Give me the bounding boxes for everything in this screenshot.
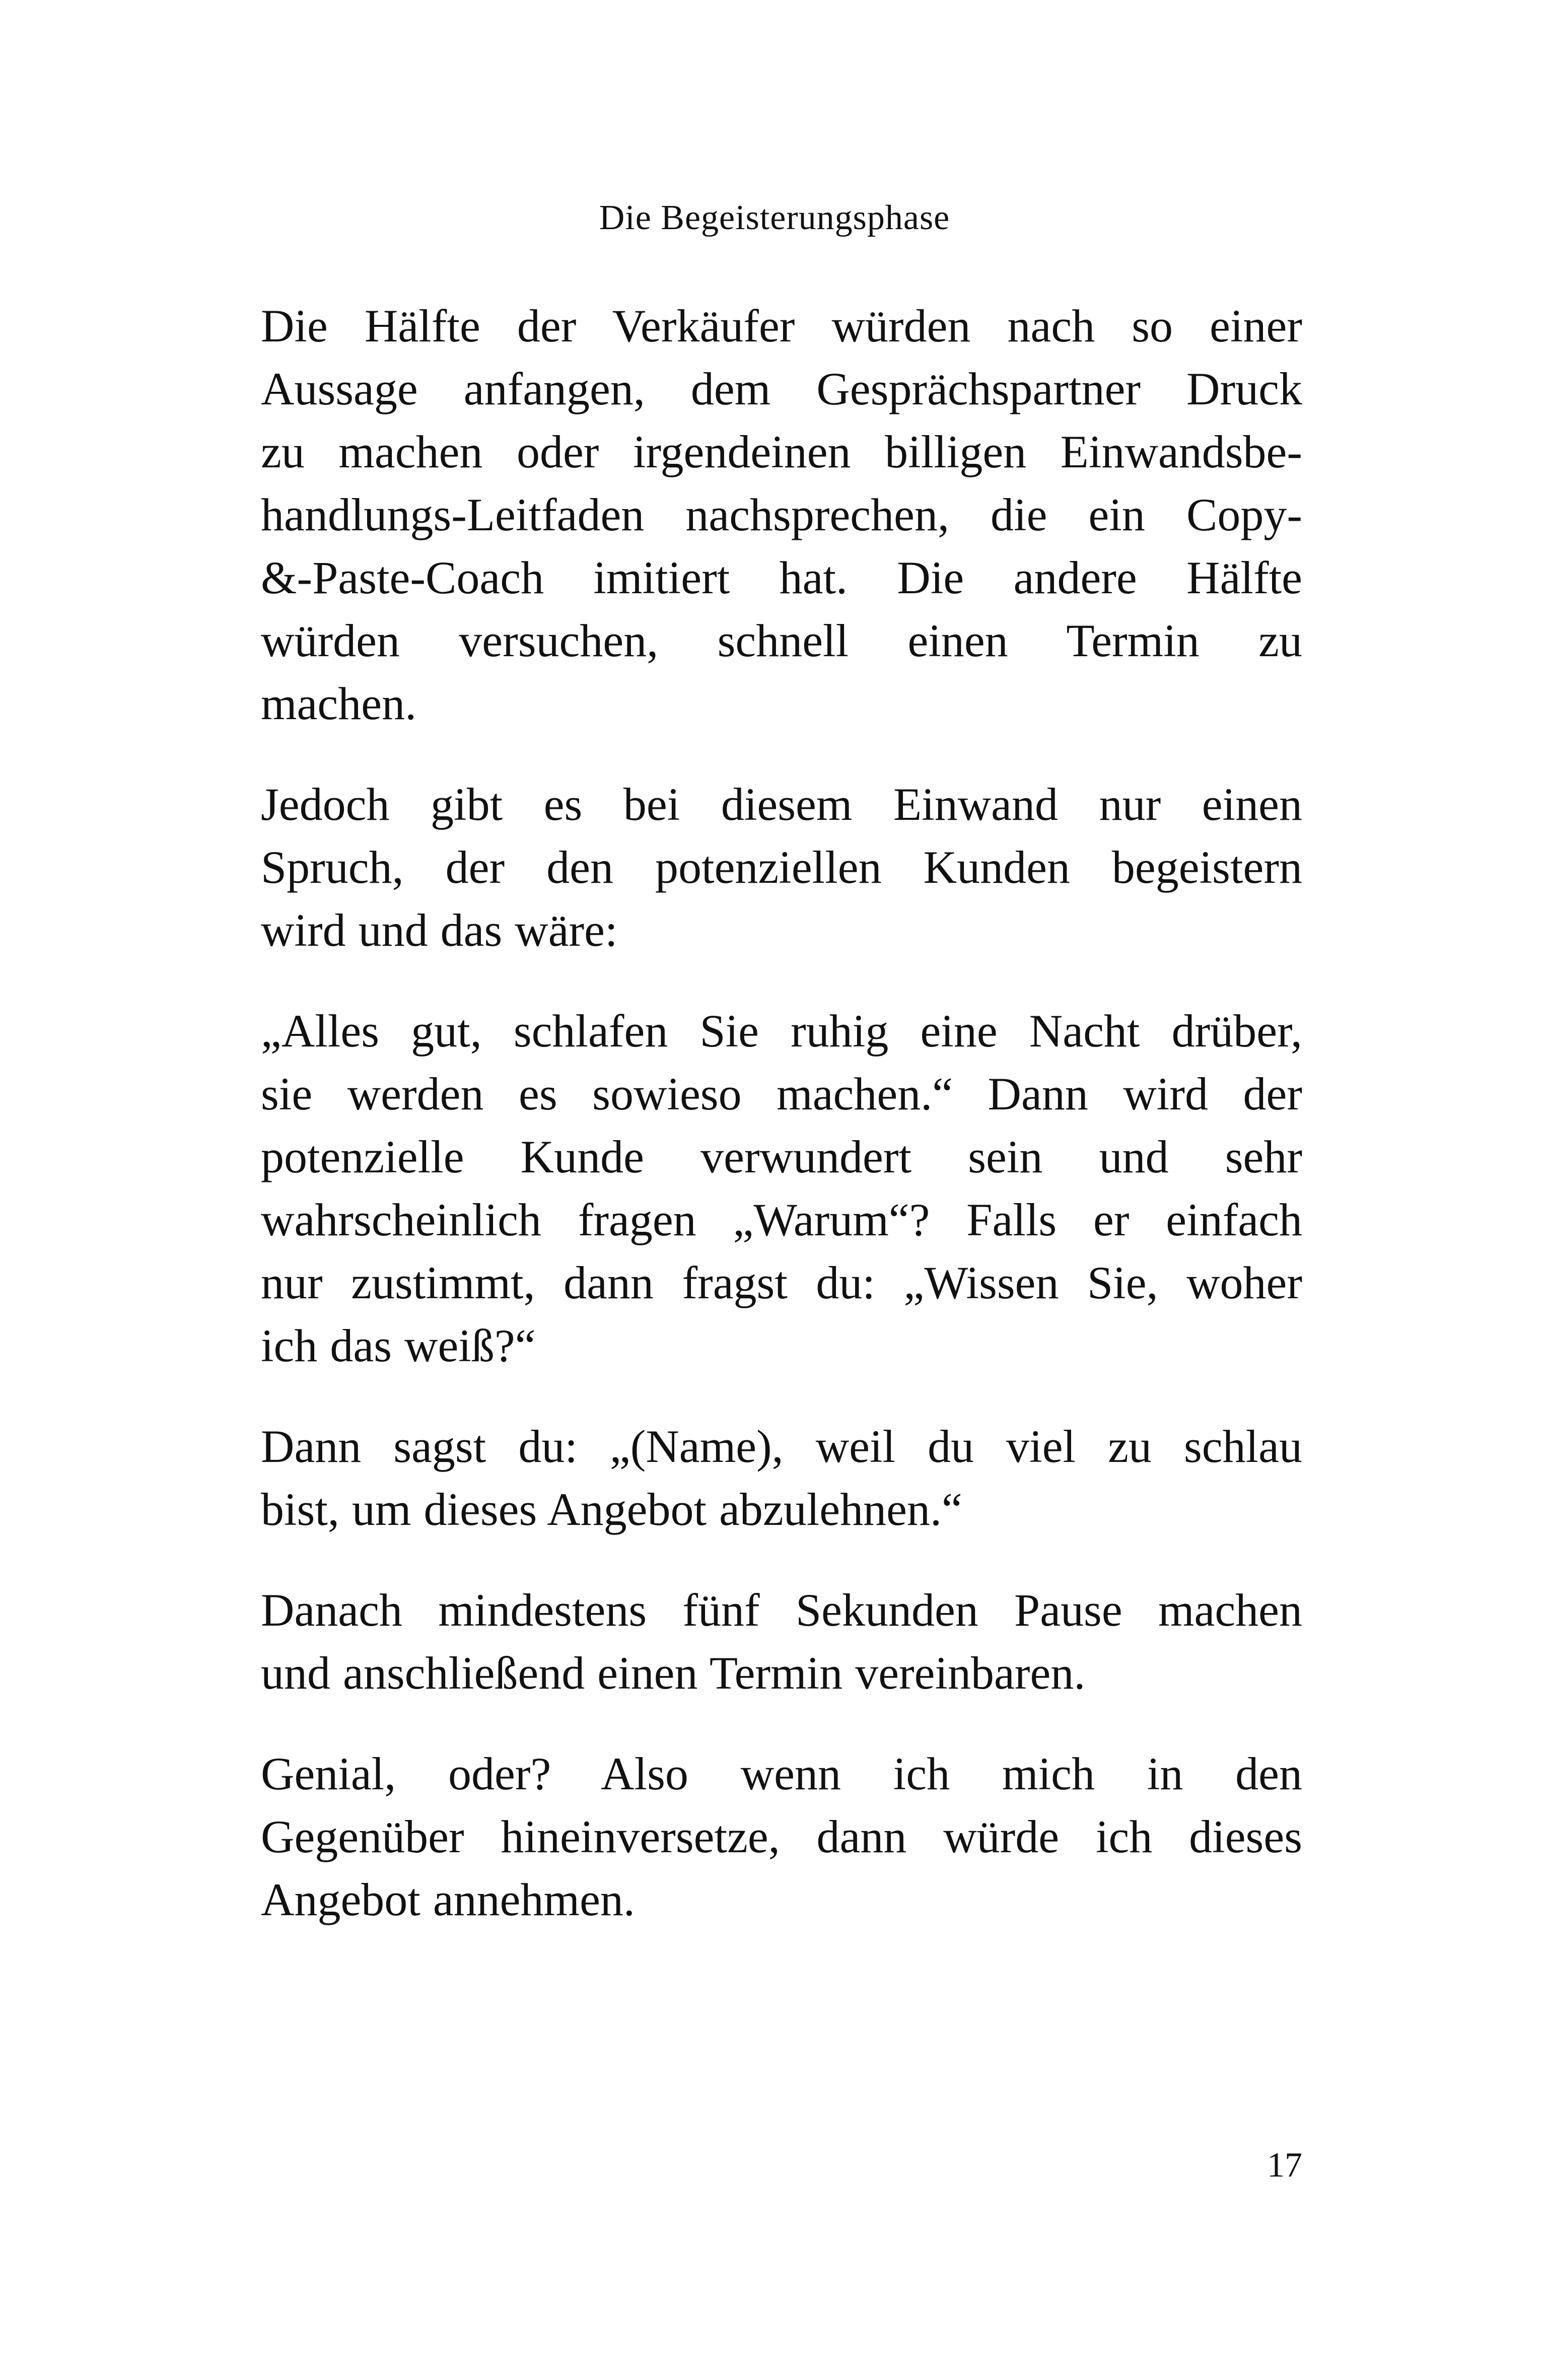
text-line: Danach mindestens fünf Sekunden Pause machen: [261, 1584, 1302, 1636]
text-line: Gegenüber hineinversetze, dann würde ich dieses: [261, 1811, 1302, 1862]
text-line: wahrscheinlich fragen „Warum“? Falls er einfach: [261, 1194, 1302, 1245]
text-line: Spruch, der den potenziellen Kunden begeistern: [261, 842, 1302, 893]
text-line: zu machen oder irgendeinen billigen Einwandsbe-: [261, 426, 1302, 477]
text-line: „Alles gut, schlafen Sie ruhig eine Nacht drüber,: [261, 1005, 1302, 1057]
body-text: [261, 295, 1302, 1969]
paragraph-3: [261, 1000, 1302, 1377]
text-line: machen.: [261, 678, 417, 729]
text-line: potenzielle Kunde verwundert sein und sehr: [261, 1131, 1302, 1182]
text-line: ich das weiß?“: [261, 1320, 536, 1371]
text-line: wird und das wäre:: [261, 904, 618, 956]
paragraph-2: [261, 773, 1302, 962]
page-number: 17: [1267, 2146, 1302, 2185]
text-line: sie werden es sowieso machen.“ Dann wird der: [261, 1068, 1302, 1119]
paragraph-4: [261, 1415, 1302, 1541]
text-line: &-Paste-Coach imitiert hat. Die andere Hälfte: [261, 552, 1302, 603]
text-line: würden versuchen, schnell einen Termin zu: [261, 615, 1302, 666]
text-line: Aussage anfangen, dem Gesprächspartner Druck: [261, 363, 1302, 414]
text-line: nur zustimmt, dann fragst du: „Wissen Sie, woher: [261, 1257, 1302, 1308]
paragraph-1: [261, 295, 1302, 735]
paragraph-5: [261, 1579, 1302, 1705]
text-line: Jedoch gibt es bei diesem Einwand nur einen: [261, 779, 1302, 830]
text-line: Genial, oder? Also wenn ich mich in den: [261, 1748, 1302, 1799]
running-header: Die Begeisterungsphase: [599, 198, 950, 237]
text-line: bist, um dieses Angebot abzulehnen.“: [261, 1484, 962, 1535]
text-line: handlungs-Leitfaden nachsprechen, die ein Copy-: [261, 489, 1302, 540]
paragraph-6: [261, 1742, 1302, 1931]
text-line: Die Hälfte der Verkäufer würden nach so einer: [261, 300, 1302, 352]
text-line: Angebot annehmen.: [261, 1874, 635, 1925]
text-line: und anschließend einen Termin vereinbaren.: [261, 1647, 1086, 1699]
text-line: Dann sagst du: „(Name), weil du viel zu schlau: [261, 1421, 1302, 1472]
